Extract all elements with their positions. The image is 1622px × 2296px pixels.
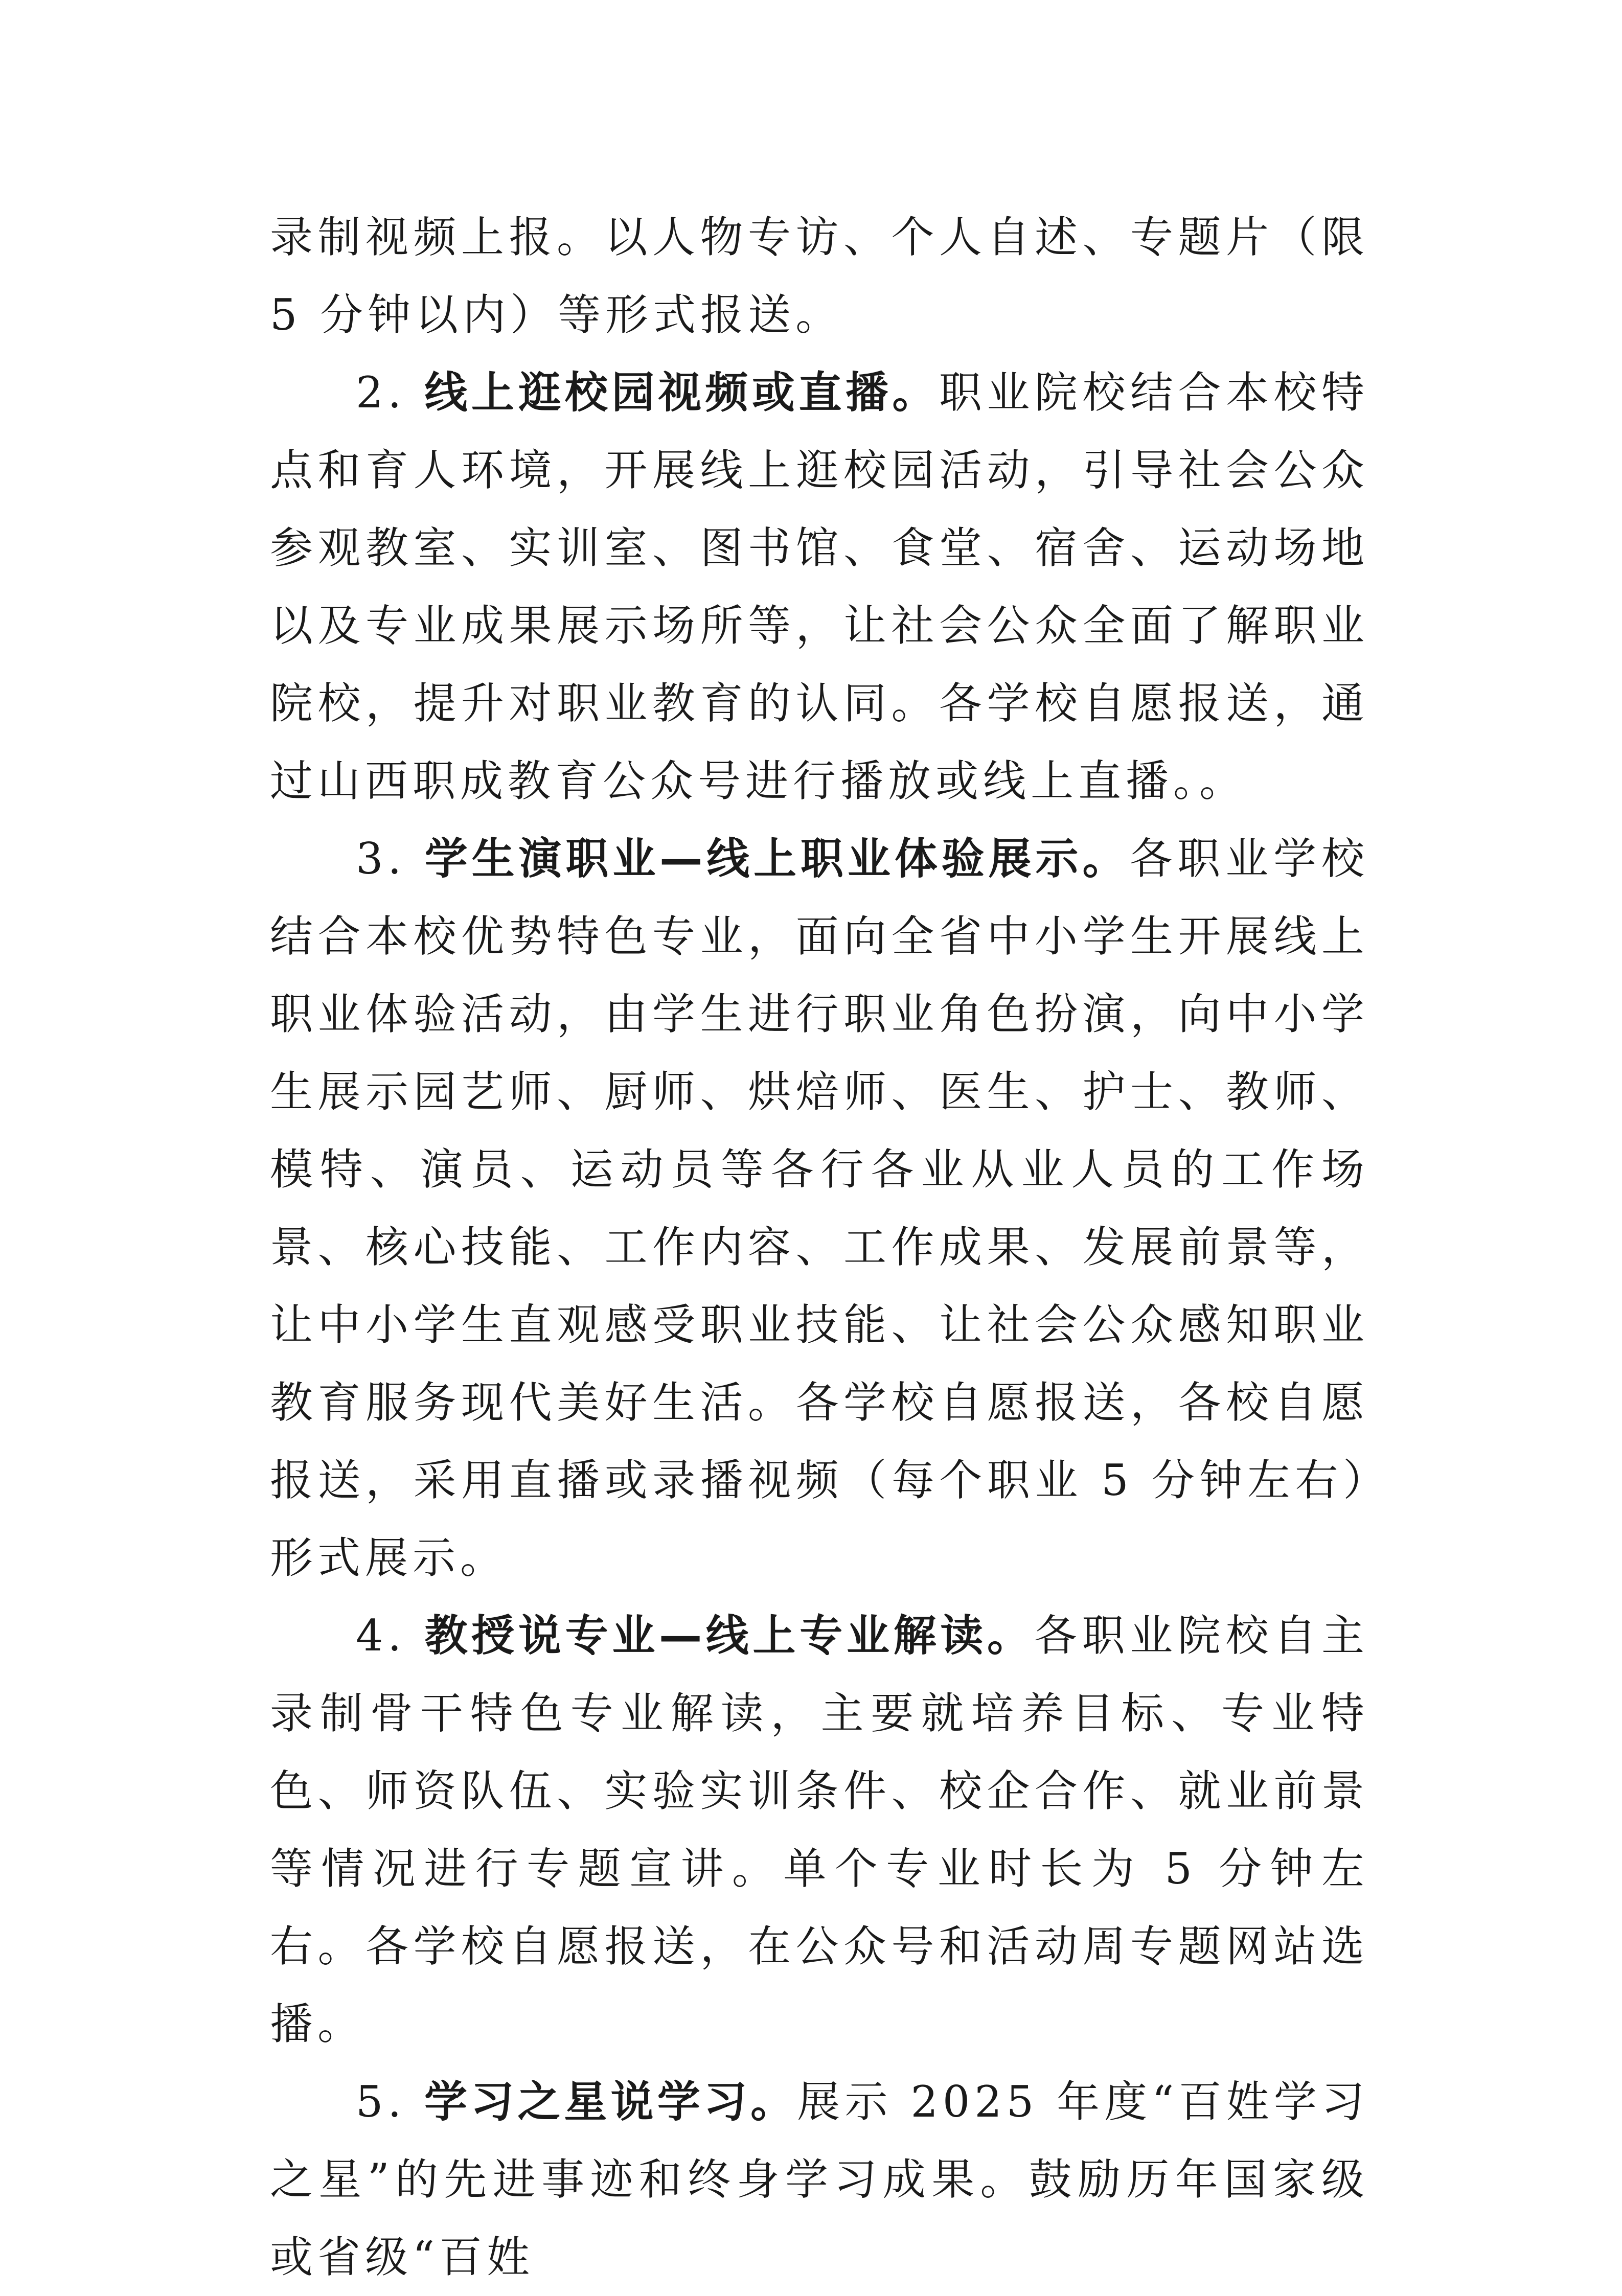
paragraph-4-heading: 教授说专业—线上专业解读。 [424, 1611, 1034, 1661]
paragraph-5 [270, 2063, 1369, 2296]
paragraph-5-body: 展示 2025 年度“百姓学习之星”的先进事迹和终身学习成果。鼓励历年国家级或省级“百姓 [270, 2077, 1369, 2282]
paragraph-3-body: 各职业学校结合本校优势特色专业，面向全省中小学生开展线上职业体验活动，由学生进行职业角色扮演，向中小学生展示园艺师、厨师、烘焙师、医生、护士、教师、模特、演员、运动员等各行各业从业人员的工作场景、核心技能、工作内容、工作成果、发展前景等，让中小学生直观感受职业技能、让社会公众感知职业教育服务现代美好生活。各学校自愿报送，各校自愿报送，采用直播或录播视频（每个职业 5 分钟左右）形式展示。 [270, 834, 1369, 1583]
paragraph-1-body: 录制视频上报。以人物专访、个人自述、专题片（限 5 分钟以内）等形式报送。 [270, 212, 1369, 340]
paragraph-5-number: 5. [356, 2077, 425, 2127]
paragraph-3-heading: 学生演职业—线上职业体验展示。 [424, 834, 1130, 884]
paragraph-4 [270, 1597, 1369, 2063]
paragraph-1-continuation [270, 198, 1369, 354]
paragraph-4-number: 4. [356, 1611, 425, 1661]
paragraph-2 [270, 354, 1369, 820]
paragraph-2-number: 2. [356, 368, 425, 418]
document-body [270, 198, 1369, 2296]
paragraph-3-number: 3. [356, 834, 425, 884]
paragraph-2-body: 职业院校结合本校特点和育人环境，开展线上逛校园活动，引导社会公众参观教室、实训室、图书馆、食堂、宿舍、运动场地以及专业成果展示场所等，让社会公众全面了解职业院校，提升对职业教育的认同。各学校自愿报送，通过山西职成教育公众号进行播放或线上直播。。 [270, 368, 1369, 806]
paragraph-2-heading: 线上逛校园视频或直播。 [424, 368, 939, 418]
paragraph-5-heading: 学习之星说学习。 [424, 2077, 797, 2127]
paragraph-4-body: 各职业院校自主录制骨干特色专业解读，主要就培养目标、专业特色、师资队伍、实验实训条件、校企合作、就业前景等情况进行专题宣讲。单个专业时长为 5 分钟左右。各学校自愿报送，在公众号和活动周专题网站选播。 [270, 1611, 1369, 2049]
paragraph-3 [270, 820, 1369, 1597]
